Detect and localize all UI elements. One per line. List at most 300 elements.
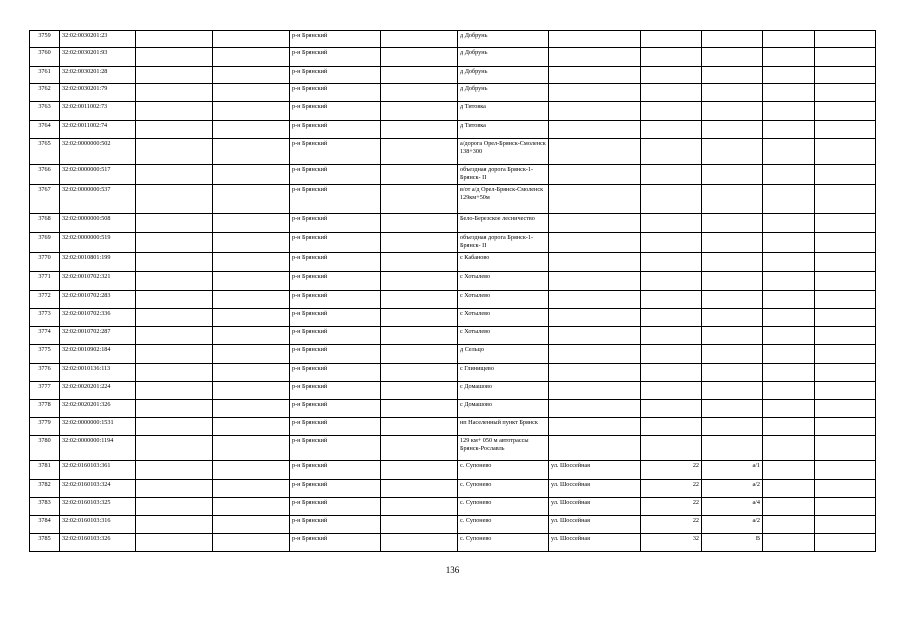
cell-house	[641, 326, 702, 344]
cell-locality: д Добрунь	[458, 67, 549, 84]
table-row	[30, 399, 876, 417]
cell-empty	[763, 84, 815, 102]
cell-locality: д Добрунь	[458, 84, 549, 102]
cell-cadastral: 32:02:0020201:224	[60, 381, 136, 399]
cell-empty	[763, 102, 815, 121]
table-row	[30, 363, 876, 381]
cell-no: 3779	[30, 417, 60, 435]
cell-no: 3770	[30, 252, 60, 271]
cell-house	[641, 344, 702, 363]
cell-building	[702, 185, 763, 214]
cell-empty	[136, 326, 213, 344]
cell-cadastral: 32:02:0000000:1194	[60, 435, 136, 460]
cell-empty	[136, 31, 213, 48]
cell-building	[702, 67, 763, 84]
cell-house: 22	[641, 460, 702, 479]
cell-locality: с. Супонево	[458, 497, 549, 515]
cell-locality: с Домашово	[458, 399, 549, 417]
cell-empty	[815, 326, 876, 344]
cell-building: а/1	[702, 460, 763, 479]
cell-empty	[213, 497, 290, 515]
cell-district: р-н Брянский	[290, 290, 381, 308]
cell-street	[549, 381, 641, 399]
cell-empty	[763, 344, 815, 363]
cell-building: а/2	[702, 479, 763, 497]
cell-empty	[136, 515, 213, 533]
cell-empty	[136, 479, 213, 497]
cell-cadastral: 32:02:0160103:325	[60, 497, 136, 515]
cell-locality: д Добрунь	[458, 48, 549, 67]
cell-district: р-н Брянский	[290, 515, 381, 533]
cell-district: р-н Брянский	[290, 326, 381, 344]
cell-cadastral: 32:02:0010801:199	[60, 252, 136, 271]
cell-empty	[381, 533, 458, 551]
cell-cadastral: 32:02:0020201:326	[60, 399, 136, 417]
cell-empty	[815, 515, 876, 533]
cell-empty	[815, 165, 876, 185]
cell-district: р-н Брянский	[290, 363, 381, 381]
cell-empty	[815, 271, 876, 290]
cell-street	[549, 252, 641, 271]
cell-house	[641, 252, 702, 271]
cell-empty	[381, 399, 458, 417]
cell-locality: с Домашово	[458, 381, 549, 399]
cell-empty	[381, 185, 458, 214]
cell-cadastral: 32:02:0010702:287	[60, 326, 136, 344]
cell-empty	[213, 435, 290, 460]
cell-street	[549, 121, 641, 139]
cell-empty	[815, 290, 876, 308]
cell-locality: с. Супонево	[458, 515, 549, 533]
cell-cadastral: 32:02:0030201:93	[60, 48, 136, 67]
cell-empty	[815, 31, 876, 48]
cell-empty	[381, 84, 458, 102]
cell-empty	[381, 381, 458, 399]
cell-no: 3778	[30, 399, 60, 417]
cell-empty	[381, 417, 458, 435]
cell-empty	[815, 399, 876, 417]
cell-street	[549, 84, 641, 102]
cell-empty	[815, 139, 876, 165]
cell-empty	[763, 290, 815, 308]
cell-empty	[381, 515, 458, 533]
cell-empty	[763, 233, 815, 253]
cell-empty	[381, 363, 458, 381]
cell-empty	[815, 417, 876, 435]
cell-empty	[136, 308, 213, 326]
cell-empty	[381, 214, 458, 233]
cell-district: р-н Брянский	[290, 48, 381, 67]
cell-district: р-н Брянский	[290, 84, 381, 102]
cell-house	[641, 67, 702, 84]
cell-empty	[213, 460, 290, 479]
cell-locality: д Титовка	[458, 121, 549, 139]
cell-no: 3777	[30, 381, 60, 399]
cell-building	[702, 344, 763, 363]
cell-cadastral: 32:02:0000000:537	[60, 185, 136, 214]
cell-empty	[213, 252, 290, 271]
cell-cadastral: 32:02:0000000:517	[60, 165, 136, 185]
cell-house	[641, 271, 702, 290]
cell-no: 3780	[30, 435, 60, 460]
table-row	[30, 121, 876, 139]
cell-locality: с Глинищево	[458, 363, 549, 381]
cell-no: 3772	[30, 290, 60, 308]
cell-cadastral: 32:02:0000000:502	[60, 139, 136, 165]
cell-empty	[815, 84, 876, 102]
cell-locality: д Добрунь	[458, 31, 549, 48]
cell-cadastral: 32:02:0160103:316	[60, 515, 136, 533]
cell-empty	[763, 271, 815, 290]
cell-house	[641, 48, 702, 67]
cell-locality: Бело-Березское лесничество	[458, 214, 549, 233]
cell-no: 3763	[30, 102, 60, 121]
cell-empty	[381, 326, 458, 344]
cell-cadastral: 32:02:0010702:283	[60, 290, 136, 308]
cell-empty	[815, 252, 876, 271]
cell-district: р-н Брянский	[290, 102, 381, 121]
cell-no: 3776	[30, 363, 60, 381]
cell-building	[702, 399, 763, 417]
cell-empty	[763, 48, 815, 67]
cell-empty	[763, 363, 815, 381]
table-row	[30, 185, 876, 214]
cell-empty	[763, 308, 815, 326]
cell-empty	[136, 121, 213, 139]
cell-empty	[815, 308, 876, 326]
cell-street	[549, 399, 641, 417]
cell-empty	[815, 102, 876, 121]
cell-empty	[815, 121, 876, 139]
cell-district: р-н Брянский	[290, 121, 381, 139]
table-row	[30, 326, 876, 344]
cell-empty	[136, 381, 213, 399]
cell-district: р-н Брянский	[290, 139, 381, 165]
cell-locality: в/от а/д Орел-Брянск-Смоленск 129км+50м	[458, 185, 549, 214]
cell-house	[641, 435, 702, 460]
table-row	[30, 290, 876, 308]
cell-house	[641, 214, 702, 233]
cell-district: р-н Брянский	[290, 497, 381, 515]
cell-locality: объездная дорога Брянск-1- Брянск- II	[458, 233, 549, 253]
cell-house	[641, 417, 702, 435]
cell-district: р-н Брянский	[290, 399, 381, 417]
cell-locality: с Хотылево	[458, 290, 549, 308]
cell-empty	[381, 271, 458, 290]
registry-table	[29, 30, 876, 552]
cell-empty	[381, 252, 458, 271]
cell-house	[641, 233, 702, 253]
cell-house	[641, 363, 702, 381]
cell-empty	[136, 497, 213, 515]
cell-empty	[136, 67, 213, 84]
cell-street	[549, 102, 641, 121]
cell-empty	[763, 479, 815, 497]
cell-empty	[136, 102, 213, 121]
cell-street	[549, 417, 641, 435]
table-row	[30, 139, 876, 165]
cell-empty	[763, 214, 815, 233]
cell-empty	[763, 165, 815, 185]
cell-cadastral: 32:02:0010136:113	[60, 363, 136, 381]
table-row	[30, 31, 876, 48]
cell-district: р-н Брянский	[290, 233, 381, 253]
cell-house	[641, 381, 702, 399]
cell-house	[641, 139, 702, 165]
cell-no: 3768	[30, 214, 60, 233]
cell-building	[702, 48, 763, 67]
cell-empty	[815, 67, 876, 84]
cell-empty	[815, 533, 876, 551]
cell-house	[641, 308, 702, 326]
cell-empty	[213, 344, 290, 363]
cell-empty	[815, 497, 876, 515]
cell-empty	[815, 435, 876, 460]
cell-no: 3781	[30, 460, 60, 479]
page-number: 136	[445, 565, 460, 575]
cell-house	[641, 399, 702, 417]
cell-empty	[763, 399, 815, 417]
cell-empty	[213, 271, 290, 290]
cell-building: а/2	[702, 515, 763, 533]
cell-empty	[381, 435, 458, 460]
cell-house	[641, 165, 702, 185]
table-row	[30, 48, 876, 67]
table-row	[30, 344, 876, 363]
cell-no: 3774	[30, 326, 60, 344]
cell-empty	[213, 363, 290, 381]
cell-empty	[213, 479, 290, 497]
cell-district: р-н Брянский	[290, 31, 381, 48]
cell-empty	[136, 344, 213, 363]
cell-empty	[381, 121, 458, 139]
cell-empty	[213, 326, 290, 344]
cell-district: р-н Брянский	[290, 165, 381, 185]
cell-empty	[381, 479, 458, 497]
cell-empty	[213, 381, 290, 399]
cell-empty	[213, 290, 290, 308]
cell-street	[549, 344, 641, 363]
cell-locality: с Кабаново	[458, 252, 549, 271]
cell-empty	[381, 102, 458, 121]
cell-empty	[136, 290, 213, 308]
cell-district: р-н Брянский	[290, 460, 381, 479]
cell-empty	[136, 233, 213, 253]
table-row	[30, 271, 876, 290]
cell-empty	[763, 417, 815, 435]
cell-street: ул. Шоссейная	[549, 533, 641, 551]
cell-no: 3762	[30, 84, 60, 102]
cell-cadastral: 32:02:0030201:23	[60, 31, 136, 48]
cell-empty	[763, 139, 815, 165]
cell-house	[641, 290, 702, 308]
cell-building	[702, 417, 763, 435]
cell-locality: с. Супонево	[458, 533, 549, 551]
table-row	[30, 214, 876, 233]
cell-empty	[763, 533, 815, 551]
cell-building: а/4	[702, 497, 763, 515]
table-row	[30, 102, 876, 121]
cell-cadastral: 32:02:0030201:28	[60, 67, 136, 84]
registry-sheet	[29, 30, 876, 552]
cell-building	[702, 102, 763, 121]
cell-empty	[213, 139, 290, 165]
cell-empty	[763, 381, 815, 399]
cell-locality: с. Супонево	[458, 460, 549, 479]
cell-empty	[136, 460, 213, 479]
cell-cadastral: 32:02:0011002:73	[60, 102, 136, 121]
cell-building	[702, 165, 763, 185]
cell-house	[641, 84, 702, 102]
cell-empty	[381, 290, 458, 308]
cell-street: ул. Шоссейная	[549, 479, 641, 497]
cell-building	[702, 271, 763, 290]
cell-empty	[213, 84, 290, 102]
cell-empty	[815, 48, 876, 67]
cell-empty	[815, 344, 876, 363]
cell-empty	[381, 308, 458, 326]
cell-empty	[213, 67, 290, 84]
cell-empty	[763, 460, 815, 479]
cell-locality: д Сельцо	[458, 344, 549, 363]
cell-empty	[213, 31, 290, 48]
cell-cadastral: 32:02:0160103:324	[60, 479, 136, 497]
cell-no: 3766	[30, 165, 60, 185]
cell-empty	[213, 121, 290, 139]
cell-district: р-н Брянский	[290, 67, 381, 84]
cell-locality: объездная дорога Брянск-1- Брянск- II	[458, 165, 549, 185]
registry-rows	[30, 31, 876, 552]
cell-building	[702, 233, 763, 253]
cell-building	[702, 31, 763, 48]
cell-house: 22	[641, 515, 702, 533]
cell-empty	[136, 214, 213, 233]
cell-empty	[381, 67, 458, 84]
cell-district: р-н Брянский	[290, 417, 381, 435]
cell-no: 3760	[30, 48, 60, 67]
cell-locality: 129 км+ 050 м автотрассы Брянск-Рославль	[458, 435, 549, 460]
cell-district: р-н Брянский	[290, 435, 381, 460]
cell-district: р-н Брянский	[290, 185, 381, 214]
cell-no: 3761	[30, 67, 60, 84]
cell-street	[549, 233, 641, 253]
table-row	[30, 67, 876, 84]
cell-building	[702, 121, 763, 139]
cell-empty	[763, 185, 815, 214]
cell-house	[641, 102, 702, 121]
cell-street	[549, 214, 641, 233]
cell-no: 3783	[30, 497, 60, 515]
cell-empty	[136, 252, 213, 271]
cell-district: р-н Брянский	[290, 479, 381, 497]
cell-empty	[213, 185, 290, 214]
cell-district: р-н Брянский	[290, 308, 381, 326]
cell-district: р-н Брянский	[290, 214, 381, 233]
cell-locality: с Хотылево	[458, 326, 549, 344]
cell-empty	[136, 139, 213, 165]
cell-empty	[381, 139, 458, 165]
cell-building	[702, 214, 763, 233]
table-row	[30, 460, 876, 479]
cell-street	[549, 185, 641, 214]
cell-street	[549, 139, 641, 165]
cell-empty	[381, 497, 458, 515]
cell-empty	[815, 233, 876, 253]
cell-locality: нп Населенный пункт Брянск	[458, 417, 549, 435]
cell-empty	[136, 363, 213, 381]
table-row	[30, 479, 876, 497]
cell-empty	[213, 533, 290, 551]
table-row	[30, 533, 876, 551]
cell-empty	[136, 399, 213, 417]
cell-empty	[763, 497, 815, 515]
cell-empty	[381, 344, 458, 363]
cell-street: ул. Шоссейная	[549, 515, 641, 533]
cell-empty	[136, 533, 213, 551]
cell-house	[641, 185, 702, 214]
cell-empty	[763, 515, 815, 533]
cell-empty	[763, 31, 815, 48]
cell-no: 3767	[30, 185, 60, 214]
table-row	[30, 233, 876, 253]
cell-empty	[213, 214, 290, 233]
table-row	[30, 515, 876, 533]
cell-house	[641, 31, 702, 48]
cell-cadastral: 32:02:0030201:79	[60, 84, 136, 102]
cell-street	[549, 326, 641, 344]
cell-street	[549, 290, 641, 308]
cell-district: р-н Брянский	[290, 533, 381, 551]
cell-empty	[763, 435, 815, 460]
cell-building	[702, 363, 763, 381]
cell-empty	[763, 252, 815, 271]
cell-empty	[815, 363, 876, 381]
cell-empty	[815, 460, 876, 479]
cell-house: 22	[641, 497, 702, 515]
cell-house: 32	[641, 533, 702, 551]
cell-cadastral: 32:02:0011002:74	[60, 121, 136, 139]
cell-street	[549, 271, 641, 290]
cell-no: 3785	[30, 533, 60, 551]
table-row	[30, 381, 876, 399]
cell-locality: с Хотылево	[458, 271, 549, 290]
cell-empty	[381, 233, 458, 253]
cell-street	[549, 48, 641, 67]
table-row	[30, 165, 876, 185]
table-row	[30, 497, 876, 515]
cell-empty	[213, 515, 290, 533]
cell-empty	[213, 102, 290, 121]
cell-empty	[213, 308, 290, 326]
cell-cadastral: 32:02:0160103:326	[60, 533, 136, 551]
cell-no: 3775	[30, 344, 60, 363]
cell-empty	[815, 185, 876, 214]
table-row	[30, 435, 876, 460]
cell-cadastral: 32:02:0000000:508	[60, 214, 136, 233]
cell-no: 3782	[30, 479, 60, 497]
cell-district: р-н Брянский	[290, 252, 381, 271]
cell-cadastral: 32:02:0000000:519	[60, 233, 136, 253]
cell-cadastral: 32:02:0160103:361	[60, 460, 136, 479]
cell-empty	[815, 381, 876, 399]
cell-house	[641, 121, 702, 139]
cell-empty	[136, 84, 213, 102]
cell-street	[549, 67, 641, 84]
cell-empty	[136, 271, 213, 290]
cell-cadastral: 32:02:0000000:1531	[60, 417, 136, 435]
cell-building	[702, 84, 763, 102]
cell-empty	[136, 165, 213, 185]
